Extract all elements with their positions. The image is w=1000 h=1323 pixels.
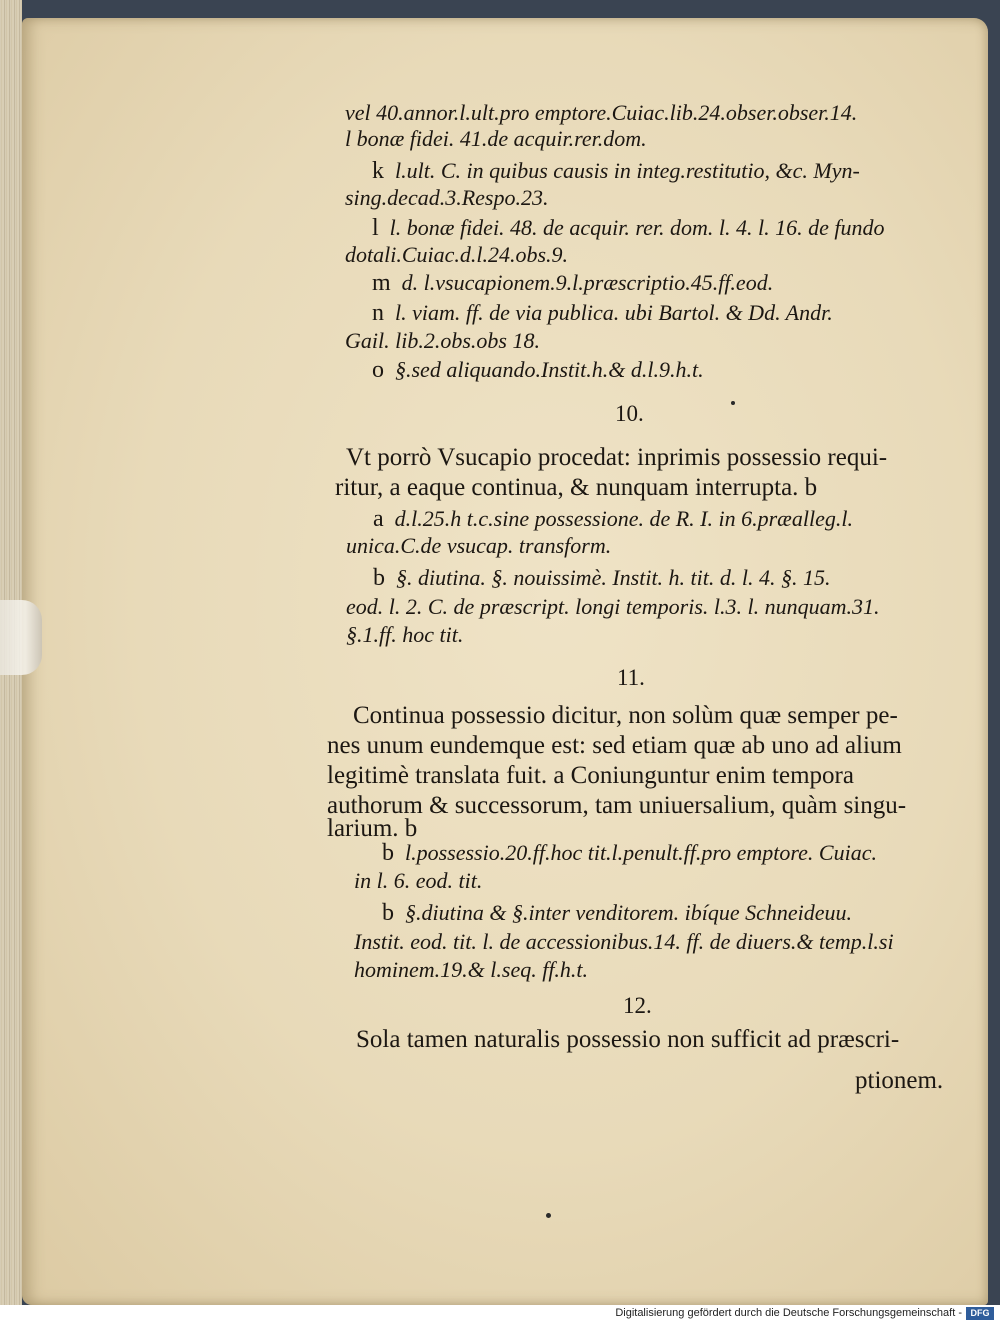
ink-mark <box>546 1213 551 1218</box>
footnote-line: b §.diutina & §.inter venditorem. ibíque Schneideuu. <box>382 900 853 926</box>
text-line: unica.C.de vsucap. transform. <box>346 533 612 558</box>
text-line: vel 40.annor.l.ult.pro emptore.Cuiac.lib.24.obser.obser.14. <box>345 100 858 125</box>
footnote-letter: b <box>373 565 385 591</box>
text-line: §.1.ff. hoc tit. <box>346 622 464 647</box>
text-line: authorum & successorum, tam uniuersalium, quàm singu- <box>327 792 907 819</box>
footnote-line: n l. viam. ff. de via publica. ubi Bartol. & Dd. Andr. <box>372 300 833 326</box>
footnote-letter: a <box>373 506 384 532</box>
footnote-line: m d. l.vsucapionem.9.l.præscriptio.45.ff.eod. <box>372 270 774 296</box>
ink-mark <box>731 401 735 405</box>
footnote-letter: o <box>372 357 384 383</box>
footnote-line: b l.possessio.20.ff.hoc tit.l.penult.ff.pro emptore. Cuiac. <box>382 840 877 866</box>
text-line: Instit. eod. tit. l. de accessionibus.14. ff. de diuers.& temp.l.si <box>354 929 894 954</box>
footnote-line: o §.sed aliquando.Instit.h.& d.l.9.h.t. <box>372 357 704 383</box>
footnote-line: a d.l.25.h t.c.sine possessione. de R. I. in 6.præalleg.l. <box>373 506 853 532</box>
text-line: legitimè translata fuit. a Coniunguntur enim tempora <box>327 762 854 789</box>
footnote-line: b §. diutina. §. nouissimè. Instit. h. tit. d. l. 4. §. 15. <box>373 565 831 591</box>
text-line: larium. b <box>327 815 418 842</box>
text-line: ritur, a eaque continua, & nunquam interrupta. b <box>335 474 818 501</box>
footnote-letter: m <box>372 270 391 296</box>
text-line: l bonæ fidei. 41.de acquir.rer.dom. <box>345 126 647 151</box>
text-line: ptionem. <box>855 1067 944 1094</box>
text-line: sing.decad.3.Respo.23. <box>345 185 549 210</box>
page-clip <box>0 600 42 675</box>
footnote-letter: b <box>382 840 394 866</box>
text-line: eod. l. 2. C. de præscript. longi temporis. l.3. l. nunquam.31. <box>346 594 880 619</box>
footer-credit: Digitalisierung gefördert durch die Deutsche Forschungsgemeinschaft - <box>615 1307 962 1319</box>
text-line: Vt porrò Vsucapio procedat: inprimis possessio requi- <box>346 444 888 471</box>
text-line: in l. 6. eod. tit. <box>354 868 483 893</box>
text-line: hominem.19.& l.seq. ff.h.t. <box>354 957 589 982</box>
section-heading: 10. <box>615 401 644 426</box>
text-line: Continua possessio dicitur, non solùm quæ semper pe- <box>353 702 898 729</box>
text-line: Gail. lib.2.obs.obs 18. <box>345 328 540 353</box>
footnote-line: k l.ult. C. in quibus causis in integ.restitutio, &c. Myn- <box>372 158 860 184</box>
footnote-letter: l <box>372 215 379 241</box>
text-line: dotali.Cuiac.d.l.24.obs.9. <box>345 242 569 267</box>
section-heading: 11. <box>617 665 645 690</box>
section-heading: 12. <box>623 993 652 1018</box>
digitization-footer <box>0 1305 1000 1323</box>
footnote-letter: k <box>372 158 384 184</box>
text-line: Sola tamen naturalis possessio non sufficit ad præscri- <box>356 1026 900 1053</box>
footnote-line: l l. bonæ fidei. 48. de acquir. rer. dom. l. 4. l. 16. de fundo <box>372 215 885 241</box>
footnote-letter: n <box>372 300 384 326</box>
footnote-letter: b <box>382 900 394 926</box>
dfg-logo: DFG <box>966 1307 994 1320</box>
text-line: nes unum eundemque est: sed etiam quæ ab uno ad alium <box>327 732 902 759</box>
